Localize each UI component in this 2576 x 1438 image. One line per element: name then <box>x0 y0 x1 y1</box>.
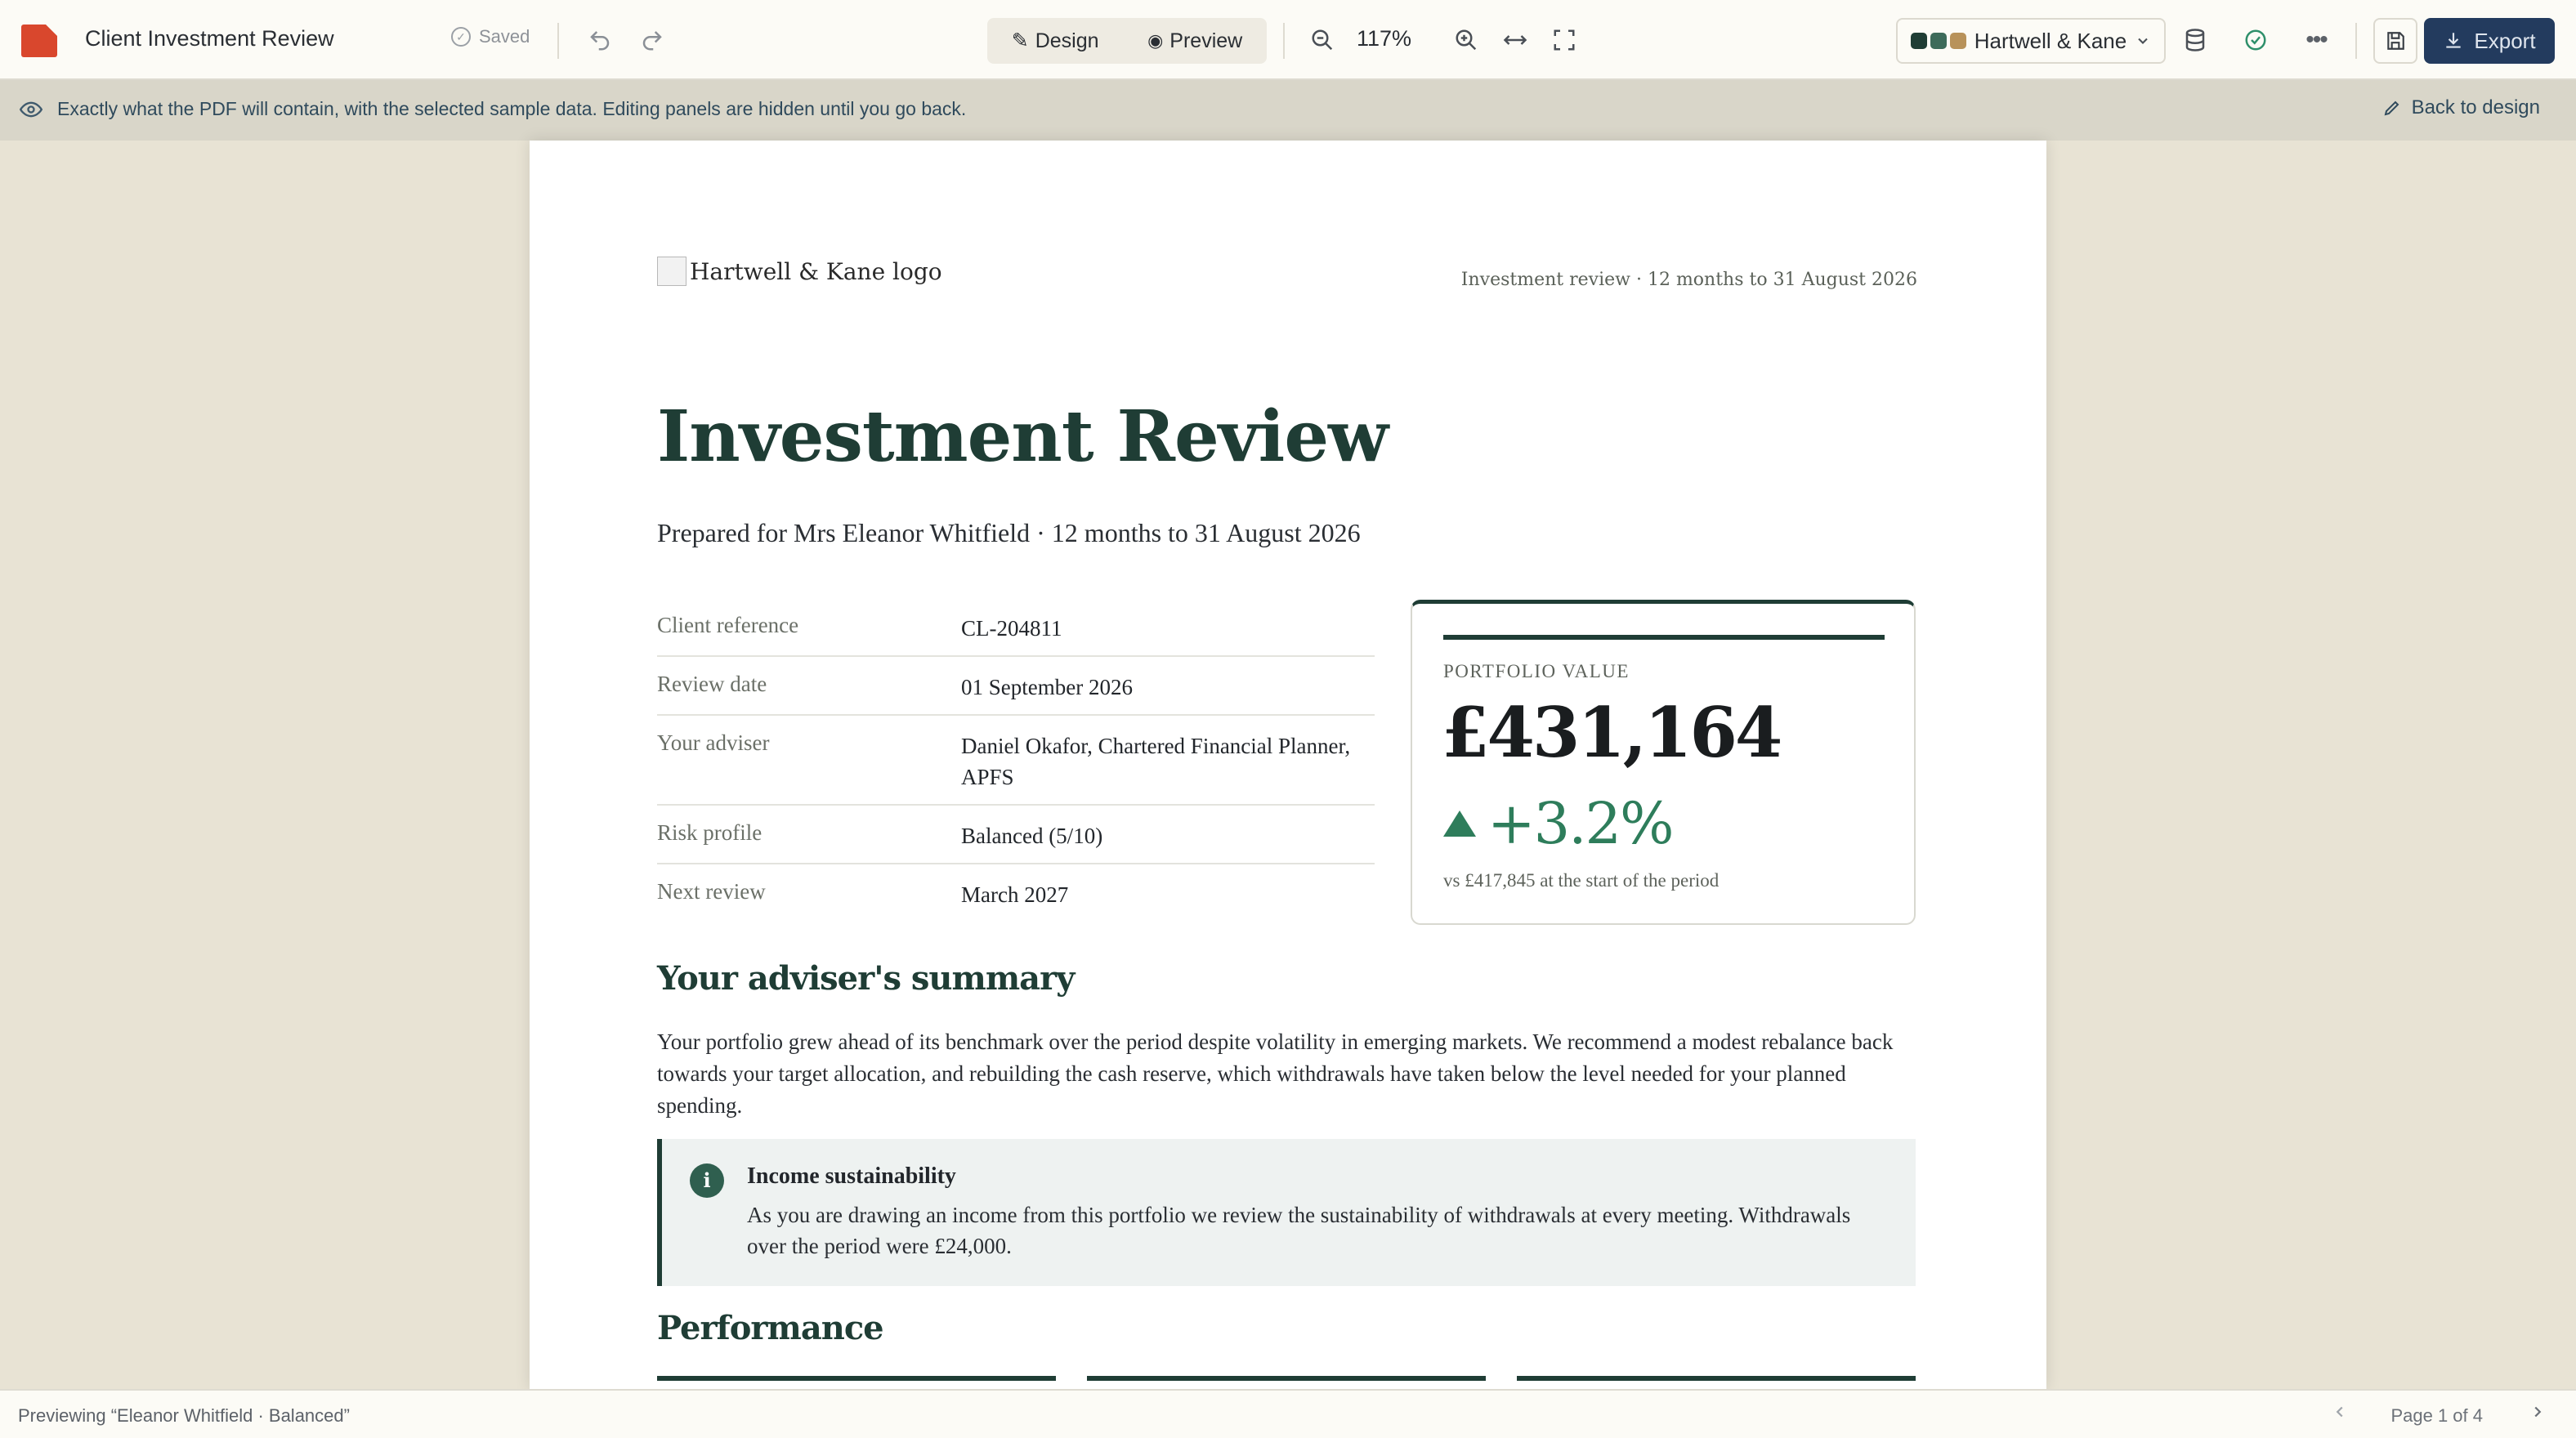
portfolio-value-card <box>1411 600 1916 925</box>
detail-row <box>657 716 1375 806</box>
saved-status <box>451 26 530 47</box>
card-rule <box>1443 635 1885 640</box>
preview-mode-button[interactable] <box>1147 29 1242 53</box>
callout-title: Income sustainability <box>747 1163 956 1189</box>
eye-icon: ◉ <box>1147 30 1164 51</box>
previewing-label: Previewing “Eleanor Whitfield · Balanced” <box>18 1405 350 1426</box>
detail-label: Review date <box>657 672 767 696</box>
divider <box>557 23 559 59</box>
portfolio-change <box>1443 790 1673 857</box>
design-label: Design <box>1035 29 1099 52</box>
save-icon <box>2385 30 2406 51</box>
income-callout <box>657 1139 1916 1286</box>
logo-alt-text: Hartwell & Kane logo <box>690 257 942 285</box>
export-button[interactable] <box>2424 18 2555 64</box>
brand-swatch <box>1950 33 1966 49</box>
detail-row <box>657 864 1375 922</box>
document-page <box>530 141 2046 1389</box>
client-details-table <box>657 598 1375 922</box>
top-toolbar <box>0 0 2576 80</box>
header-period: Investment review · 12 months to 31 August 2026 <box>1460 270 1917 290</box>
brand-label: Hartwell & Kane <box>1974 28 2127 53</box>
detail-value: 01 September 2026 <box>961 675 1133 699</box>
back-to-design-button[interactable] <box>2382 96 2540 119</box>
divider <box>2355 23 2357 59</box>
previous-page-button[interactable] <box>2331 1400 2349 1427</box>
document-title[interactable]: Client Investment Review <box>85 26 334 51</box>
mode-toggle <box>987 18 1267 64</box>
fit-width-icon <box>1502 28 1528 52</box>
brand-swatch <box>1911 33 1927 49</box>
download-icon <box>2443 30 2464 51</box>
preview-banner <box>0 80 2576 141</box>
detail-label: Your adviser <box>657 730 770 755</box>
divider <box>1283 23 1285 59</box>
back-to-design-label: Back to design <box>2411 96 2540 118</box>
page-indicator: Page 1 of 4 <box>2390 1405 2483 1426</box>
company-logo <box>657 257 942 286</box>
zoom-in-icon <box>1454 28 1478 52</box>
database-icon <box>2183 28 2207 52</box>
fullscreen-button[interactable] <box>1543 19 1585 61</box>
detail-value: Daniel Okafor, Chartered Financial Planner, APFS <box>961 734 1351 789</box>
summary-text: Your portfolio grew ahead of its benchmark over the period despite volatility in emerging markets. We recommend a modest rebalance back towards your target allocation, and rebuilding the cash reserve, which withdrawals have taken below the level needed for your planned spending. <box>657 1029 1894 1118</box>
performance-heading: Performance <box>657 1309 883 1347</box>
detail-label: Risk profile <box>657 820 763 845</box>
performance-card-rule <box>657 1376 1056 1381</box>
preview-label: Preview <box>1169 29 1243 52</box>
export-label: Export <box>2474 28 2536 53</box>
triangle-up-icon <box>1443 811 1476 837</box>
portfolio-value-label: PORTFOLIO VALUE <box>1443 661 1630 681</box>
brand-swatch <box>1930 33 1947 49</box>
zoom-out-button[interactable] <box>1301 19 1344 61</box>
zoom-out-icon <box>1310 28 1335 52</box>
portfolio-change-percent: +3.2% <box>1487 790 1673 857</box>
performance-card-rule <box>1087 1376 1486 1381</box>
callout-body: As you are drawing an income from this portfolio we review the sustainability of withdrawals at every meeting. Withdrawals over the period were £24,000. <box>747 1203 1851 1258</box>
redo-button[interactable] <box>631 19 673 61</box>
data-source-button[interactable] <box>2174 19 2216 61</box>
preview-message: Exactly what the PDF will contain, with the selected sample data. Editing panels are hidden until you go back. <box>57 98 967 119</box>
detail-row <box>657 598 1375 657</box>
chevron-right-icon <box>2529 1403 2547 1421</box>
check-circle-icon: ✓ <box>451 27 471 47</box>
detail-label: Client reference <box>657 613 799 637</box>
info-icon: i <box>690 1163 724 1198</box>
redo-icon <box>640 28 664 52</box>
next-page-button[interactable] <box>2529 1400 2547 1427</box>
status-bar <box>0 1389 2576 1438</box>
performance-card-rule <box>1517 1376 1916 1381</box>
page-subtitle: Prepared for Mrs Eleanor Whitfield · 12 months to 31 August 2026 <box>657 518 1361 547</box>
save-button[interactable] <box>2373 18 2417 64</box>
pencil-icon: ✎ <box>1011 29 1029 52</box>
detail-label: Next review <box>657 879 766 904</box>
check-circle-icon <box>2243 28 2268 52</box>
eye-icon <box>20 98 42 127</box>
saved-label: Saved <box>479 26 530 47</box>
app-logo-icon[interactable] <box>21 25 57 57</box>
detail-row <box>657 657 1375 716</box>
fullscreen-icon <box>1552 28 1576 52</box>
undo-icon <box>588 28 612 52</box>
more-options-button[interactable] <box>2295 19 2337 61</box>
undo-button[interactable] <box>579 19 621 61</box>
zoom-level[interactable]: 117% <box>1357 26 1412 51</box>
chevron-left-icon <box>2331 1403 2349 1421</box>
detail-value: CL-204811 <box>961 616 1062 641</box>
zoom-in-button[interactable] <box>1445 19 1487 61</box>
summary-heading: Your adviser's summary <box>657 959 1075 998</box>
fit-width-button[interactable] <box>1494 19 1536 61</box>
page-title: Investment Review <box>657 395 1389 478</box>
pencil-icon <box>2382 98 2402 118</box>
chevron-down-icon <box>2135 33 2151 49</box>
validation-status-button[interactable] <box>2234 19 2277 61</box>
broken-image-icon <box>657 257 686 286</box>
detail-row <box>657 806 1375 864</box>
portfolio-comparison: vs £417,845 at the start of the period <box>1443 870 1720 891</box>
brand-select[interactable] <box>1896 18 2166 64</box>
detail-value: Balanced (5/10) <box>961 824 1103 848</box>
portfolio-value: £431,164 <box>1442 692 1781 773</box>
detail-value: March 2027 <box>961 882 1069 907</box>
more-horizontal-icon: ••• <box>2305 26 2327 53</box>
design-mode-button[interactable] <box>1012 29 1099 53</box>
